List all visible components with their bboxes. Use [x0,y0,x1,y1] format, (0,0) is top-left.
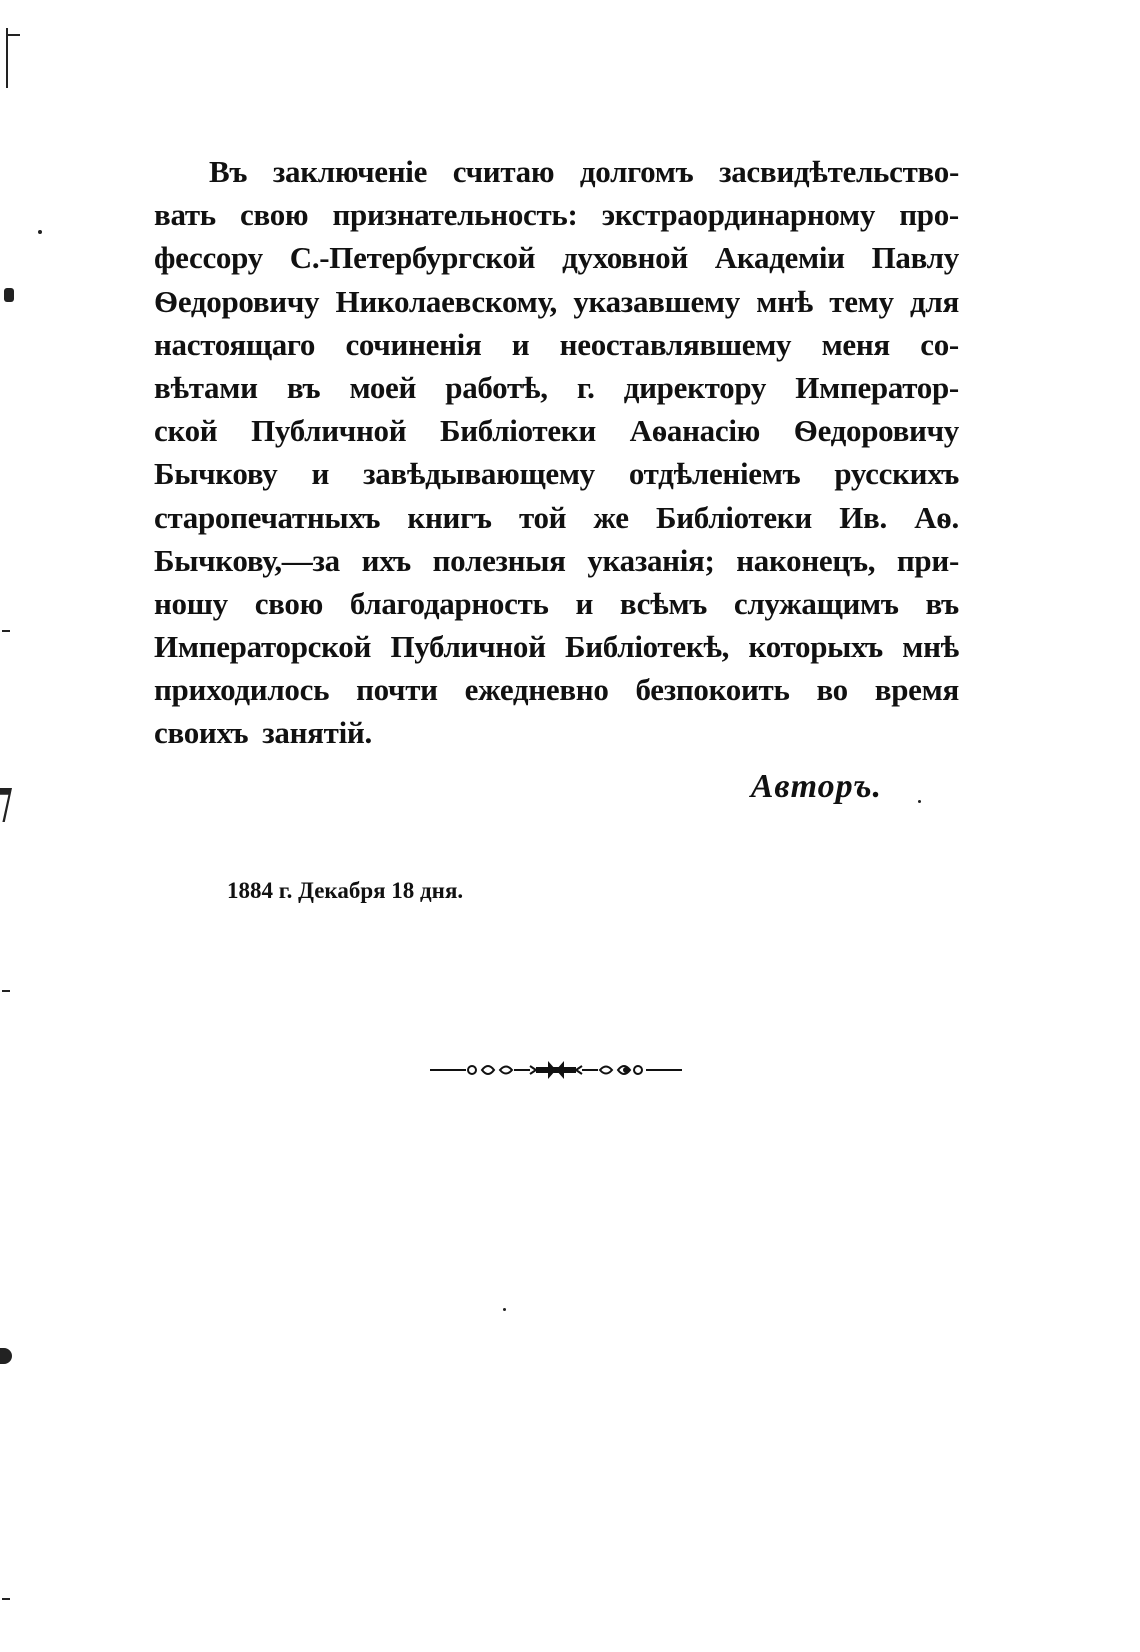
word: въ [925,585,959,621]
word: со- [920,326,959,362]
word: полезныя [432,542,566,578]
word: г. [576,369,595,405]
word: которыхъ [748,629,883,665]
word: завѣдывающему [363,456,595,492]
word: неоставлявшему [559,326,792,362]
word: благодарность [349,585,549,621]
word: Въ [209,154,248,189]
date-line: 1884 г. Декабря 18 дня. [227,878,464,903]
margin-mark [38,230,42,234]
word: приходилось [154,672,330,708]
word: Библіотеки [656,499,812,535]
word: экстраординарному [601,197,876,233]
word: считаю [452,154,555,189]
margin-mark [2,630,10,632]
word: и [575,585,594,621]
text-line [154,193,959,236]
word: книгъ [407,499,492,535]
word: настоящаго [154,326,316,362]
word: мнѣ [756,283,813,319]
word: засвидѣтельство- [719,154,959,189]
word: наконецъ, [736,542,876,578]
word: фессору [154,240,263,276]
word: Николаевскому, [335,283,557,319]
word: русскихъ [834,456,959,492]
word: Бычкову,—за [154,542,340,578]
word: и [511,326,530,362]
word: С.-Петербургской [289,240,536,276]
word: всѣмъ [619,585,708,621]
word: признательность: [332,197,578,233]
margin-mark [503,1308,506,1311]
margin-mark [6,28,8,88]
word: и [311,456,330,492]
text-line [154,668,959,711]
word: той [518,499,567,535]
text-line [154,280,959,323]
acknowledgment-paragraph [154,150,959,755]
word: директору [623,369,767,405]
word: во [816,672,848,708]
margin-mark [2,990,10,992]
word: ской [154,413,218,449]
word: вѣтами [154,369,258,405]
decorative-divider-icon [430,1058,682,1082]
word: Публичной [390,629,546,665]
word: свою [240,197,309,233]
word: старопечатныхъ [154,499,381,535]
word: ихъ [361,542,411,578]
word: вать [154,197,216,233]
margin-mark [6,34,20,36]
word: мнѣ [902,629,959,665]
margin-mark [0,1348,12,1364]
word: отдѣленіемъ [628,456,801,492]
text-line [154,366,959,409]
word: для [909,283,959,319]
word: работѣ, [445,369,548,405]
word: сочиненія [345,326,482,362]
word: Ѳедоровичу [154,283,320,319]
word: время [874,672,959,708]
word: меня [821,326,890,362]
word: Император- [795,369,959,405]
word: долгомъ [579,154,694,189]
word: свою [254,585,323,621]
word: духовной [562,240,688,276]
author-signature: Авторъ. [750,768,882,805]
word: моей [349,369,417,405]
text-line [154,711,959,754]
margin-mark [2,1598,10,1600]
word: своихъ [154,715,249,751]
text-line [154,150,959,193]
text-line [154,323,959,366]
word: Императорской [154,629,372,665]
word: ежедневно [464,672,609,708]
word: ношу [154,585,228,621]
word: Библіотеки [440,413,596,449]
text-line [154,496,959,539]
word: безпокоить [635,672,790,708]
word: про- [899,197,959,233]
word: Аѳанасію [629,413,761,449]
margin-mark [4,288,14,302]
word: заключеніе [272,154,428,189]
word: тему [829,283,894,319]
text-line [154,452,959,495]
word: указанія; [587,542,715,578]
text-line [154,625,959,668]
margin-mark [918,800,921,803]
text-line [154,539,959,582]
word: Ѳедоровичу [793,413,959,449]
word: при- [896,542,959,578]
word: Аѳ. [914,499,959,535]
word: Ив. [839,499,887,535]
margin-mark [0,788,12,822]
word: Бычкову [154,456,278,492]
text-line [154,236,959,279]
text-line [154,409,959,452]
word: занятій. [262,715,372,751]
text-line [154,582,959,625]
word: указавшему [573,283,740,319]
word: же [593,499,629,535]
word: Павлу [871,240,959,276]
word: Публичной [251,413,407,449]
word: почти [356,672,438,708]
word: служащимъ [733,585,899,621]
word: Академіи [714,240,845,276]
word: Библіотекѣ, [565,629,730,665]
word: въ [286,369,321,405]
